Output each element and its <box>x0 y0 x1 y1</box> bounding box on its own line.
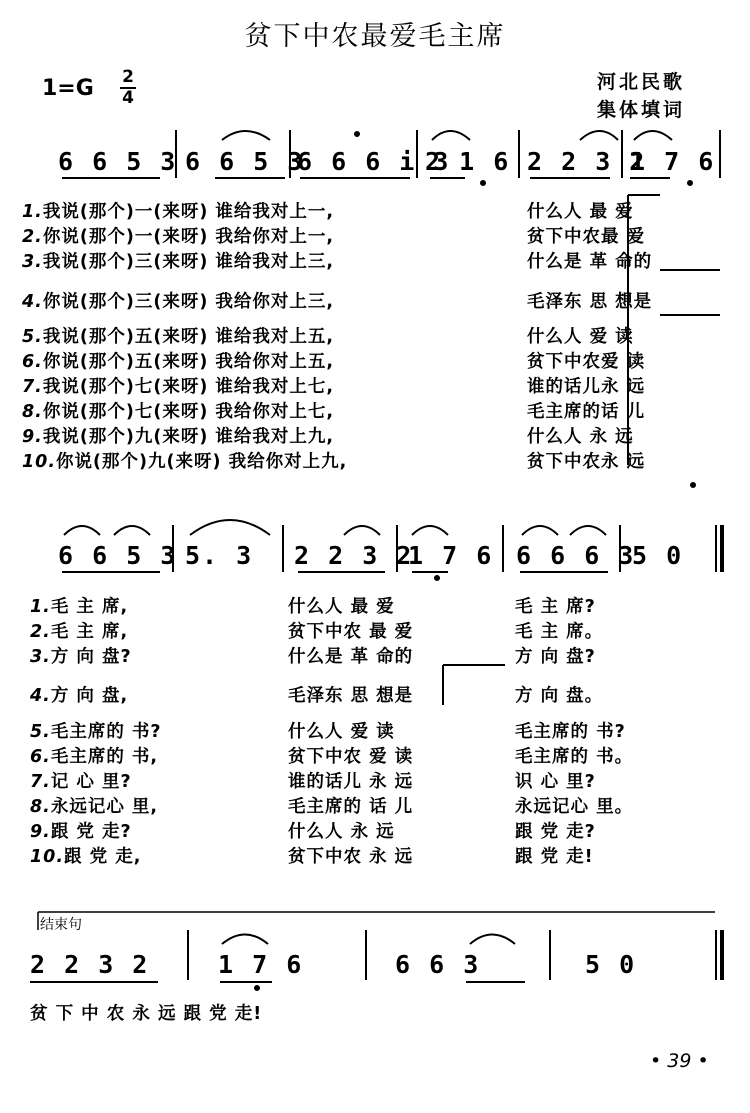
row1-measure-6: 1 7 6 <box>630 147 716 176</box>
tie <box>580 131 618 140</box>
row2-measure-6: 5 0 <box>632 541 684 570</box>
page-number: • 39 • <box>650 1050 709 1072</box>
tie <box>470 935 515 945</box>
tie <box>634 131 672 140</box>
tie <box>412 526 448 535</box>
meter-top: 2 <box>122 67 134 87</box>
tie <box>222 131 270 140</box>
lyric-line: 5.我说(那个)五(来呀) 谁给我对上五, <box>22 327 335 347</box>
lyric-line-end: 什么人 永 远 <box>527 427 634 447</box>
coda-measure-2: 1 7 6 <box>218 950 304 979</box>
low-dot <box>691 483 695 487</box>
lyric-line-end: 贫下中农爱 读 <box>527 352 646 372</box>
lyric-line: 2.你说(那个)一(来呀) 我给你对上一, <box>22 227 335 247</box>
row2-measure-3: 2 2 3 2 <box>294 541 414 570</box>
tie <box>522 526 558 535</box>
coda-label: 结束句 <box>40 917 82 933</box>
lyric-line-end: 谁的话儿永 远 <box>527 377 646 397</box>
row1-measure-4: 2 1 6 <box>425 147 511 176</box>
credit-origin: 河北民歌 <box>597 71 686 93</box>
lyric-line: 7.我说(那个)七(来呀) 谁给我对上七, <box>22 377 335 397</box>
lyric-line: 10.你说(那个)九(来呀) 我给你对上九, <box>22 452 348 472</box>
tie <box>114 526 150 535</box>
row1-measure-2: 6 6 5 3 <box>185 147 305 176</box>
high-dot <box>355 132 359 136</box>
tie <box>344 526 380 535</box>
tie <box>432 131 470 140</box>
row1-measure-5: 2 2 3 2 <box>527 147 647 176</box>
coda-lyrics: 贫 下 中 农 永 远 跟 党 走! <box>30 1004 263 1024</box>
row2-measure-4: 1 7 6 <box>408 541 494 570</box>
lyric-line: 6.你说(那个)五(来呀) 我给你对上五, <box>22 352 335 372</box>
tie <box>222 935 268 945</box>
tie <box>190 520 270 535</box>
tie <box>570 526 606 535</box>
lyric-line-end: 贫下中农最 爱 <box>527 227 646 247</box>
meter-bottom: 4 <box>122 88 134 108</box>
credit-lyrics: 集体填词 <box>597 99 686 121</box>
row1-measure-1: 6 6 5 3 <box>58 147 178 176</box>
coda-measure-4: 5 0 <box>585 950 637 979</box>
lyric-line: 8.你说(那个)七(来呀) 我给你对上七, <box>22 402 335 422</box>
lyric-line-end: 毛泽东 思 想是 <box>527 292 653 312</box>
lyric-line-end: 什么人 爱 读 <box>527 327 634 347</box>
lyric-line-end: 什么人 最 爱 <box>527 202 634 222</box>
row2-measure-2: 5. 3 <box>185 541 254 570</box>
lyric-line-end: 贫下中农永 远 <box>527 452 646 472</box>
coda-measure-1: 2 2 3 2 <box>30 950 150 979</box>
lyric-line: 9.我说(那个)九(来呀) 谁给我对上九, <box>22 427 335 447</box>
row2-measure-1: 6 6 5 3 <box>58 541 178 570</box>
low-dot <box>481 181 485 185</box>
key-signature: 1=G <box>42 76 94 101</box>
row2-measure-5: 6 6 6 3 <box>516 541 636 570</box>
lyric-line-end: 毛主席的话 儿 <box>527 402 646 422</box>
low-dot <box>688 181 692 185</box>
lyric-line: 1.我说(那个)一(来呀) 谁给我对上一, <box>22 202 335 222</box>
low-dot <box>435 576 439 580</box>
low-dot <box>255 986 259 990</box>
coda-measure-3: 6 6 3 <box>395 950 481 979</box>
tie <box>64 526 100 535</box>
song-title: 贫下中农最爱毛主席 <box>244 21 506 52</box>
lyric-line-end: 什么是 革 命的 <box>527 252 653 272</box>
row1-measure-3: 6 6 6 i 3 <box>297 147 451 176</box>
lyric-line: 4.你说(那个)三(来呀) 我给你对上三, <box>22 292 335 312</box>
lyric-line: 3.我说(那个)三(来呀) 谁给我对上三, <box>22 252 335 272</box>
